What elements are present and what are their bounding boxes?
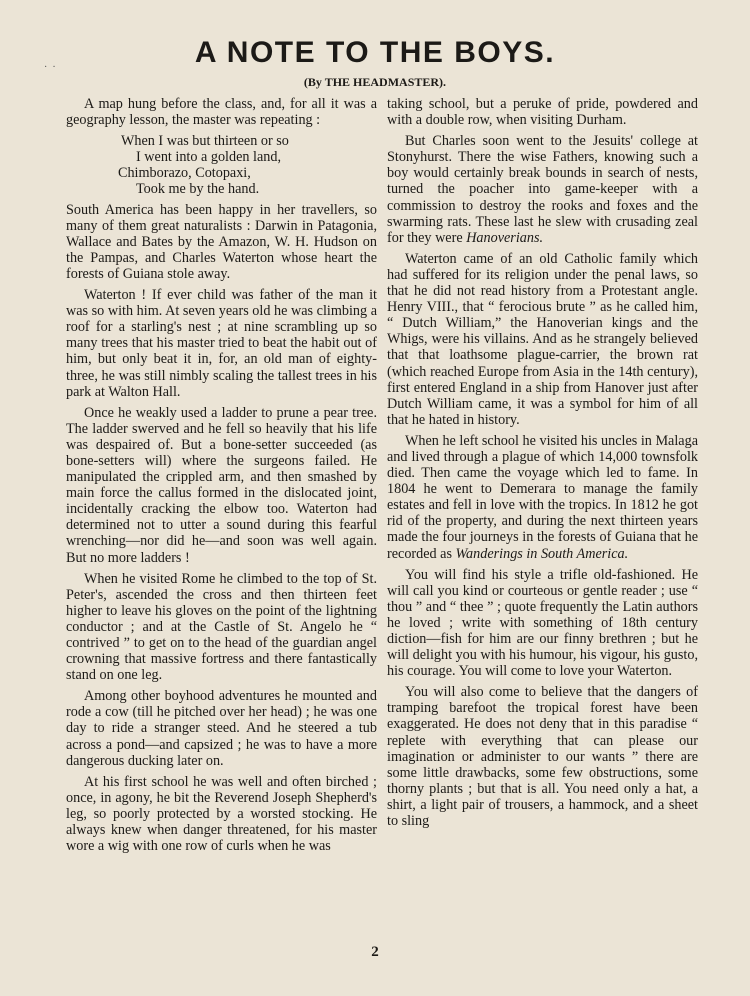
article-byline: (By THE HEADMASTER). xyxy=(303,75,447,89)
paragraph: Waterton ! If ever child was father of the man it was so with him. At seven years old he was climbing a roof for a starling's nest ; at nine scrambling up so many trees that his master tried to beat the habit out of him, but only beat it in, for, an old man of eighty-three, he was still nimbly scaling the tallest trees in his park at Walton Hall. xyxy=(66,287,377,400)
poem-line: Took me by the hand. xyxy=(136,181,260,198)
paragraph: Among other boyhood adventures he mounted and rode a cow (till he pitched over her head) ; he was one day to ride a stranger steed. And he steered a tub across a pond—and capsized ; he was to have a more dangerous ducking later on. xyxy=(66,688,377,769)
right-column xyxy=(387,96,698,834)
italic-term: Hanoverians. xyxy=(466,229,544,246)
paragraph-text: When he left school he visited his uncles in Malaga and lived through a plague of which 14,000 townsfolk died. Then came the voyage which led to fame. In 1804 he went to Demerara to manage the family estates and fell in love with the tropics. In 1812 he got rid of the property, and during the next thirteen years made the four journeys in the forests of Guiana that he recorded as xyxy=(387,432,698,562)
paragraph: A map hung before the class, and, for all it was a geography lesson, the master was repeating : xyxy=(66,96,377,129)
paragraph: South America has been happy in her travellers, so many of them great naturalists : Darwin in Patagonia, Wallace and Bates by the Amazon, W. H. Hudson on the Pampas, and Charles Waterton whose heart the forests of Guiana stole away. xyxy=(66,201,377,282)
page-number: 2 xyxy=(371,944,379,960)
poem-line: Chimborazo, Cotopaxi, xyxy=(118,165,251,182)
paragraph: taking school, but a peruke of pride, powdered and with a double row, when visiting Durham. xyxy=(387,96,698,129)
left-column xyxy=(66,96,377,859)
paragraph: At his first school he was well and often birched ; once, in agony, he bit the Reverend Joseph Shepherd's leg, so poorly protected by a worsted stocking. He always knew when danger threatened, for his master wore a wig with one row of curls when he was xyxy=(66,773,377,855)
paragraph: When he visited Rome he climbed to the top of St. Peter's, ascended the cross and then thirteen feet higher to leave his gloves on the point of the lightning conductor ; and at the Castle of St. Angelo he “ contrived ” to get on to the head of the guardian angel crowning that massive fortress and there fantastically stand on one leg. xyxy=(66,570,377,684)
paragraph xyxy=(387,133,698,246)
paragraph xyxy=(387,433,698,562)
book-title: Wanderings in South America. xyxy=(455,545,629,562)
paragraph: You will find his style a trifle old-fashioned. He will call you kind or courteous or gentle reader ; use “ thou ” and “ thee ” ; quote frequently the Latin authors he loved ; write with something of 18th century diction—fish for him are our finny brethren ; but he will delight you with his humour, his vigour, his gusto, his courage. You will come to love your Waterton. xyxy=(387,566,698,680)
poem-line: I went into a golden land, xyxy=(136,149,281,166)
print-speck: · · xyxy=(44,62,56,73)
paragraph: You will also come to believe that the dangers of tramping barefoot the tropical forest have been exaggerated. He does not deny that in this paradise “ replete with everything that can please our imagination or administer to our wants ” there are some little drawbacks, some few obstructions, some thorny plants ; but that is all. You need only a hat, a shirt, a light pair of trousers, a hammock, and a sheet to sling xyxy=(387,684,698,830)
poem-line: When I was but thirteen or so xyxy=(121,133,289,150)
paragraph: Waterton came of an old Catholic family which had suffered for its religion under the penal laws, so that he did not read history from a Protestant angle. Henry VIII., that “ ferocious brute ” as he called him, “ Dutch William,” the Hanoverian kings and the Whigs, were his villains. And as he strangely believed that that loathsome plague-carrier, the brown rat (which reached Europe from Asia in the 14th century), first entered England in a ship from Hanover just after Dutch William came, it was a symbol for him of all that he hated in history. xyxy=(387,250,698,428)
paragraph-text: But Charles soon went to the Jesuits' college at Stonyhurst. There the wise Fathers, knowing such a boy would certainly break bounds in search of nests, turned the poacher into game-keeper with a commission to destroy the rooks and foxes and the swarming rats. These last he slew with crusading zeal for they were xyxy=(387,133,698,246)
article-title: A NOTE TO THE BOYS. xyxy=(194,36,556,69)
paragraph: Once he weakly used a ladder to prune a pear tree. The ladder swerved and he fell so heavily that his life was despaired of. But a bone-setter succeeded (as bone-setters will) where the surgeons failed. He manipulated the crippled arm, and then smashed by main force the callus formed in the dislocated joint, incidentally cracking the elbow too. Waterton had determined not to utter a sound during this fearful wrenching—nor did he—and soon was well again. But no more ladders ! xyxy=(66,404,377,566)
poem-quote xyxy=(66,133,377,197)
